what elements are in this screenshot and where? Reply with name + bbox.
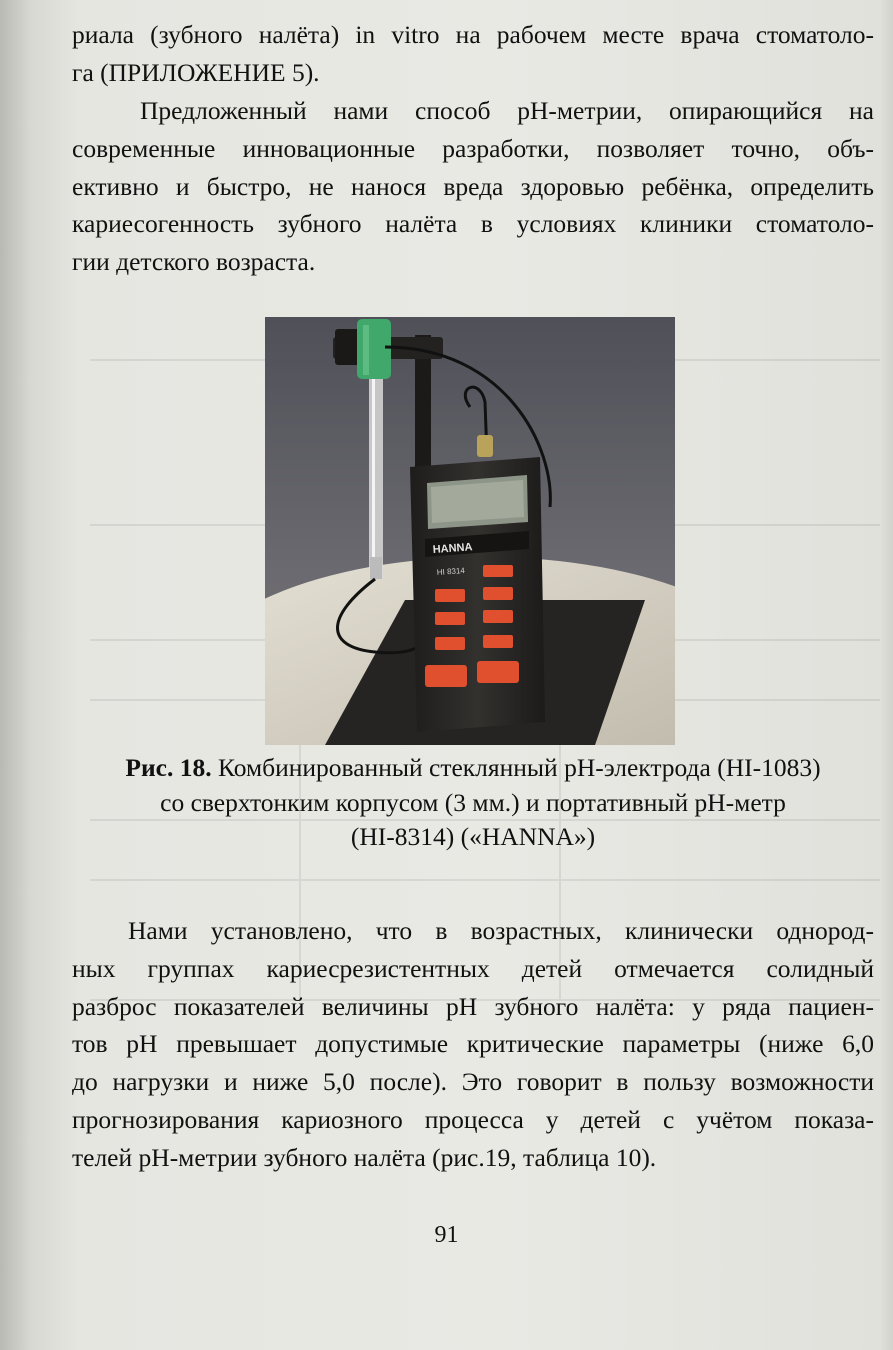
text-line: современные инновационные разработки, позволяет точно, объ-: [72, 133, 874, 163]
paragraph-findings: [72, 912, 874, 1177]
text-line: телей pH-метрии зубного налёта (рис.19, таблица 10).: [72, 1142, 657, 1172]
figure-label: Рис. 18.: [125, 753, 212, 782]
device-button: [435, 589, 465, 602]
text-line: гии детского возраста.: [72, 247, 316, 277]
text-line: кариесогенность зубного налёта в условиях клиники стоматоло-: [72, 209, 874, 239]
device-button: [483, 587, 513, 600]
device-button: [477, 661, 519, 683]
page-number: 91: [434, 1222, 459, 1248]
paragraph-intro: [72, 16, 874, 92]
text-line: тов pH превышает допустимые критические параметры (ниже 6,0: [72, 1029, 874, 1059]
text-line: Нами установлено, что в возрастных, клинически однород-: [128, 916, 874, 945]
device-button: [435, 612, 465, 625]
text-line: разброс показателей величины pH зубного налёта: у ряда пациен-: [72, 991, 874, 1021]
device-button: [425, 665, 467, 687]
caption-line-3: (HI-8314) («HANNA»): [350, 822, 596, 851]
caption-text: Комбинированный стеклянный pH-электрода (HI-1083): [217, 753, 821, 782]
electrode-cap: [357, 319, 391, 379]
device-button: [435, 637, 465, 650]
text-line: до нагрузки и ниже 5,0 после). Это говорит в пользу возможности: [72, 1067, 874, 1097]
paragraph-method: [72, 92, 874, 281]
caption-line-2: со сверхтонким корпусом (3 мм.) и портативный pH-метр: [160, 787, 786, 817]
device-button: [483, 635, 513, 648]
model-label: HI 8314: [436, 566, 466, 577]
caption-line-1: [72, 751, 874, 786]
text-line: риала (зубного налёта) in vitro на рабочем месте врача стоматоло-: [72, 20, 874, 49]
text-line: Предложенный нами способ pH-метрии, опирающийся на: [140, 96, 874, 125]
text-line: ных группах кариесрезистентных детей отмечается солидный: [72, 953, 874, 983]
text-line: га (ПРИЛОЖЕНИЕ 5).: [72, 57, 320, 87]
ph-meter-illustration: [265, 317, 675, 745]
text-line: прогнозирования кариозного процесса у детей с учётом показа-: [72, 1104, 874, 1134]
electrode-glass: [369, 379, 383, 579]
brand-label: HANNA: [432, 541, 473, 556]
device-button: [483, 610, 513, 623]
text-line: ективно и быстро, не нанося вреда здоровью ребёнка, определить: [72, 171, 874, 201]
figure-caption: [72, 751, 874, 855]
electrode-connector: [477, 435, 493, 457]
ph-meter-photo: [265, 317, 675, 745]
device-button: [483, 565, 513, 577]
